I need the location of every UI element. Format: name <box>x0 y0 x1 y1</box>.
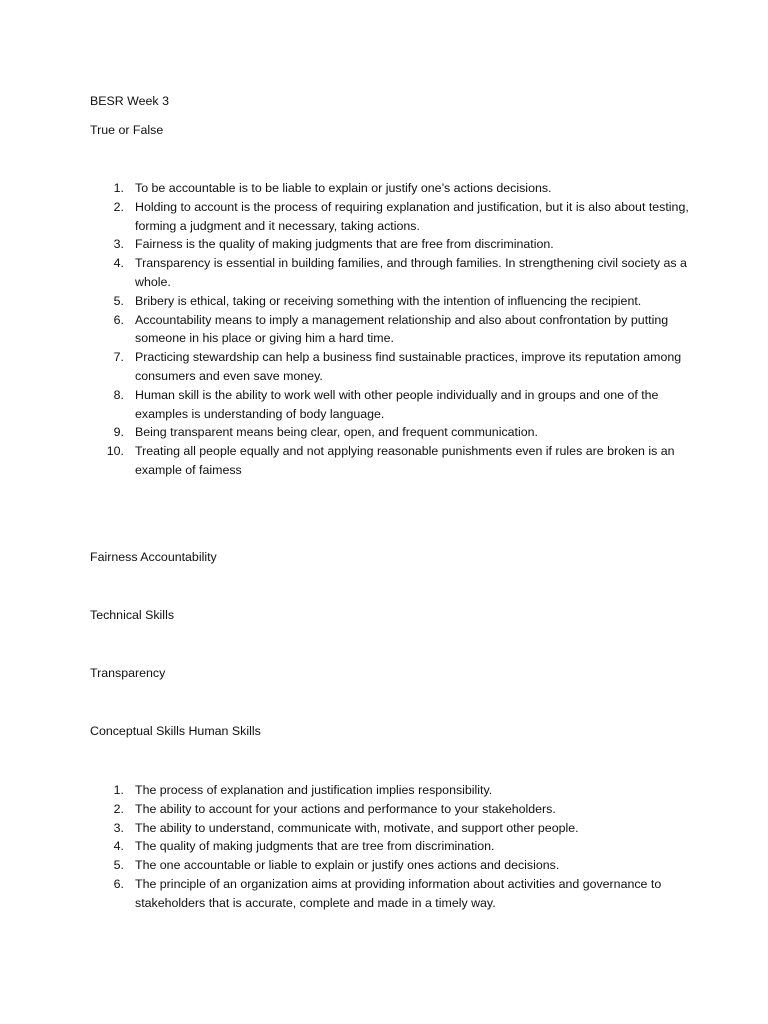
item-text: Being transparent means being clear, open, and frequent communication. <box>135 425 538 440</box>
item-text: Bribery is ethical, taking or receiving something with the intention of influencing the recipient. <box>135 293 642 308</box>
list-item <box>90 254 690 292</box>
item-text: To be accountable is to be liable to explain or justify one’s actions decisions. <box>135 181 552 195</box>
item-text: Holding to account is the process of requiring explanation and justification, but it is also about testing, forming a judgment and it necessary, taking actions. <box>135 199 689 233</box>
item-text: The process of explanation and justification implies responsibility. <box>135 783 493 797</box>
list-item <box>90 198 690 236</box>
item-text: Transparency is essential in building families, and through families. In strengthening civil society as a whole. <box>135 256 687 289</box>
item-number: 1. <box>113 783 124 797</box>
matching-list <box>90 781 690 913</box>
choice-conceptual-human-skills: Conceptual Skills Human Skills <box>90 724 261 738</box>
item-number: 2. <box>113 199 124 214</box>
item-text: Treating all people equally and not applying reasonable punishments even if rules are broken is an example of faimess <box>135 444 675 477</box>
item-number: 6. <box>113 876 124 891</box>
choice-transparency: Transparency <box>90 666 166 680</box>
list-item <box>90 179 690 198</box>
item-number: 4. <box>113 256 124 271</box>
item-text: The ability to account for your actions and performance to your stakeholders. <box>135 801 556 816</box>
item-number: 3. <box>113 820 124 835</box>
item-number: 5. <box>113 858 124 873</box>
item-text: The principle of an organization aims at providing information about activities and governance to stakeholders that is accurate, complete and made in a timely way. <box>135 876 662 910</box>
item-number: 4. <box>113 839 124 854</box>
item-number: 8. <box>113 387 124 402</box>
item-number: 10. <box>106 444 124 459</box>
choice-fairness-accountability: Fairness Accountability <box>90 550 217 564</box>
list-item <box>90 875 690 913</box>
list-item <box>90 292 690 311</box>
section-heading-true-or-false: True or False <box>90 123 164 137</box>
list-item <box>90 781 690 800</box>
item-number: 7. <box>113 350 124 365</box>
item-number: 2. <box>113 801 124 816</box>
item-number: 9. <box>113 425 124 440</box>
item-text: The one accountable or liable to explain or justify ones actions and decisions. <box>135 858 560 873</box>
list-item <box>90 386 690 424</box>
item-text: Practicing stewardship can help a business find sustainable practices, improve its reputation among consumers and even save money. <box>135 350 682 383</box>
list-item <box>90 311 690 349</box>
choice-technical-skills: Technical Skills <box>90 608 175 622</box>
item-number: 5. <box>113 293 124 308</box>
list-item <box>90 856 690 875</box>
item-number: 6. <box>113 312 124 327</box>
list-item <box>90 800 690 819</box>
item-text: The ability to understand, communicate with, motivate, and support other people. <box>135 820 579 835</box>
item-text: The quality of making judgments that are tree from discrimination. <box>135 839 495 854</box>
list-item <box>90 235 690 254</box>
list-item <box>90 442 690 480</box>
item-number: 3. <box>113 237 124 252</box>
true-false-list <box>90 179 690 480</box>
item-text: Human skill is the ability to work well with other people individually and in groups and one of the examples is understanding of body language. <box>135 387 659 421</box>
list-item <box>90 819 690 838</box>
list-item <box>90 837 690 856</box>
list-item <box>90 423 690 442</box>
document-title: BESR Week 3 <box>90 94 169 108</box>
item-text: Fairness is the quality of making judgments that are free from discrimination. <box>135 237 554 252</box>
item-number: 1. <box>113 181 124 195</box>
item-text: Accountability means to imply a management relationship and also about confrontation by putting someone in his place or giving him a hard time. <box>135 312 669 346</box>
list-item <box>90 348 690 386</box>
